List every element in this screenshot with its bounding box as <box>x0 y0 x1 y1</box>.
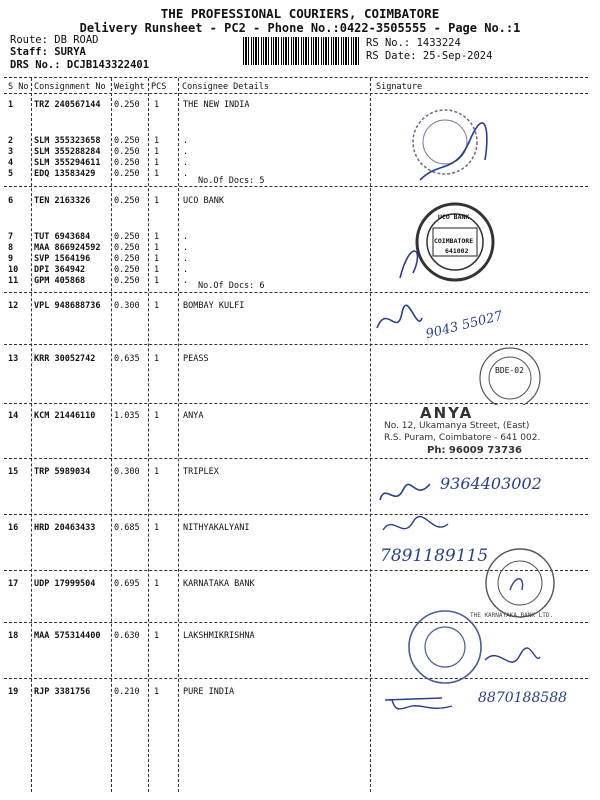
cell-pcs: 1 <box>154 232 160 242</box>
cell-sno: 18 <box>8 631 19 641</box>
cell-weight: 0.250 <box>114 158 140 168</box>
cell-sno: 15 <box>8 467 19 477</box>
stamp-lakshmikrishna <box>395 605 545 685</box>
cell-consignment: SVP 1564196 <box>34 254 91 264</box>
cell-consignee: LAKSHMIKRISHNA <box>183 631 255 641</box>
cell-consignment: GPM 405868 <box>34 276 86 286</box>
row-separator <box>4 292 588 293</box>
cell-consignment: TUT 6943684 <box>34 232 91 242</box>
cell-consignment: SLM 355288284 <box>34 147 101 157</box>
cell-sno: 17 <box>8 579 19 589</box>
cell-sno: 2 <box>8 136 14 146</box>
header-bottom-rule <box>4 93 588 94</box>
cell-sno: 19 <box>8 687 19 697</box>
company-title: THE PROFESSIONAL COURIERS, COIMBATORE <box>160 6 440 21</box>
cell-consignment: TRP 5989034 <box>34 467 91 477</box>
cell-consignment: TEN 2163326 <box>34 196 91 206</box>
cell-weight: 0.685 <box>114 523 140 533</box>
signature-nithyakalyani <box>378 512 468 542</box>
cell-consignment: VPL 948688736 <box>34 301 101 311</box>
cell-consignee: TRIPLEX <box>183 467 219 477</box>
cell-weight: 0.250 <box>114 254 140 264</box>
cell-weight: 0.250 <box>114 276 140 286</box>
cell-sno: 5 <box>8 169 14 179</box>
row-separator <box>4 514 588 515</box>
cell-consignment: EDQ 13583429 <box>34 169 96 179</box>
cell-consignment: SLM 355323658 <box>34 136 101 146</box>
stamp-anya-address: No. 12, Ukamanya Street, (East) <box>384 421 530 431</box>
cell-sno: 4 <box>8 158 14 168</box>
cell-consignment: UDP 17999504 <box>34 579 96 589</box>
cell-sno: 16 <box>8 523 19 533</box>
cell-sno: 12 <box>8 301 19 311</box>
cell-sno: 8 <box>8 243 14 253</box>
cell-weight: 0.210 <box>114 687 140 697</box>
handwritten-phone: 8870188588 <box>478 690 568 706</box>
cell-pcs: 1 <box>154 243 160 253</box>
handwritten-phone: 9364403002 <box>440 474 542 493</box>
cell-consignee: PEASS <box>183 354 209 364</box>
col-header-consignment: Consignment No <box>34 82 106 92</box>
cell-weight: 0.250 <box>114 243 140 253</box>
docs-count-note: No.Of Docs: 5 <box>198 176 265 186</box>
cell-consignment: MAA 575314400 <box>34 631 101 641</box>
cell-consignment: RJP 3381756 <box>34 687 91 697</box>
cell-pcs: 1 <box>154 301 160 311</box>
cell-weight: 1.035 <box>114 411 140 421</box>
col-header-pcs: PCS <box>151 82 167 92</box>
cell-consignee: . <box>183 136 189 146</box>
cell-sno: 3 <box>8 147 14 157</box>
cell-pcs: 1 <box>154 631 160 641</box>
docs-count-note: No.Of Docs: 6 <box>198 281 265 291</box>
cell-consignment: TRZ 240567144 <box>34 100 101 110</box>
stamp-anya-name: ANYA <box>420 404 474 422</box>
cell-pcs: 1 <box>154 100 160 110</box>
cell-weight: 0.250 <box>114 196 140 206</box>
signature-pure-india <box>382 688 472 718</box>
cell-consignee: . <box>183 265 189 275</box>
cell-consignee: PURE INDIA <box>183 687 235 697</box>
cell-pcs: 1 <box>154 158 160 168</box>
cell-pcs: 1 <box>154 579 160 589</box>
cell-weight: 0.250 <box>114 100 140 110</box>
cell-sno: 6 <box>8 196 14 206</box>
cell-weight: 0.250 <box>114 136 140 146</box>
stamp-uco-bank-name: UCO BANK <box>438 213 470 221</box>
cell-consignment: KRR 30052742 <box>34 354 96 364</box>
cell-weight: 0.635 <box>114 354 140 364</box>
cell-consignee: BOMBAY KULFI <box>183 301 245 311</box>
cell-consignee: NITHYAKALYANI <box>183 523 250 533</box>
col-header-sno: S No <box>8 82 29 92</box>
col-header-consignee: Consignee Details <box>182 82 269 92</box>
cell-consignee: . <box>183 158 189 168</box>
cell-consignee: . <box>183 232 189 242</box>
runsheet-subtitle: Delivery Runsheet - PC2 - Phone No.:0422-3505555 - Page No.:1 <box>79 21 521 35</box>
cell-consignee: KARNATAKA BANK <box>183 579 255 589</box>
cell-sno: 11 <box>8 276 19 286</box>
signature-triplex <box>375 472 445 512</box>
cell-consignee: . <box>183 169 189 179</box>
cell-weight: 0.630 <box>114 631 140 641</box>
cell-weight: 0.300 <box>114 467 140 477</box>
stamp-bde: BDE-02 <box>495 366 524 375</box>
cell-consignment: DPI 364942 <box>34 265 86 275</box>
cell-pcs: 1 <box>154 169 160 179</box>
cell-pcs: 1 <box>154 265 160 275</box>
cell-sno: 7 <box>8 232 14 242</box>
staff-label: Staff: SURYA <box>10 46 86 58</box>
cell-sno: 10 <box>8 265 19 275</box>
barcode <box>243 37 359 65</box>
cell-pcs: 1 <box>154 354 160 364</box>
cell-pcs: 1 <box>154 136 160 146</box>
cell-weight: 0.300 <box>114 301 140 311</box>
cell-consignee: ANYA <box>183 411 204 421</box>
cell-consignee: . <box>183 254 189 264</box>
stamp-karnataka-text: THE KARNATAKA BANK LTD. <box>470 612 554 619</box>
cell-consignment: SLM 355294611 <box>34 158 101 168</box>
cell-consignee: . <box>183 147 189 157</box>
handwritten-phone: 9043 55027 <box>424 308 505 343</box>
stamp-uco-pin: 641002 <box>445 247 469 255</box>
cell-pcs: 1 <box>154 254 160 264</box>
cell-sno: 9 <box>8 254 14 264</box>
cell-sno: 13 <box>8 354 19 364</box>
handwritten-phone: 7891189115 <box>380 546 489 566</box>
cell-consignee: . <box>183 243 189 253</box>
cell-consignment: KCM 21446110 <box>34 411 96 421</box>
stamp-anya-phone: Ph: 96009 73736 <box>427 445 522 456</box>
rs-number: RS No.: 1433224 <box>366 37 461 49</box>
cell-sno: 14 <box>8 411 19 421</box>
cell-weight: 0.250 <box>114 265 140 275</box>
cell-pcs: 1 <box>154 523 160 533</box>
cell-pcs: 1 <box>154 147 160 157</box>
route-label: Route: DB ROAD <box>10 34 99 46</box>
rs-date: RS Date: 25-Sep-2024 <box>366 50 493 62</box>
cell-consignee: . <box>183 276 189 286</box>
cell-pcs: 1 <box>154 411 160 421</box>
stamp-anya-address: R.S. Puram, Coimbatore - 641 002. <box>384 433 541 443</box>
col-header-signature: Signature <box>376 82 423 92</box>
cell-pcs: 1 <box>154 276 160 286</box>
stamp-uco-city: COIMBATORE <box>434 237 474 245</box>
cell-consignee: THE NEW INDIA <box>183 100 250 110</box>
row-separator <box>4 458 588 459</box>
stamp-new-india <box>400 100 500 190</box>
cell-pcs: 1 <box>154 687 160 697</box>
col-header-weight: Weight <box>114 82 145 92</box>
header-top-rule <box>4 77 588 78</box>
cell-consignment: HRD 20463433 <box>34 523 96 533</box>
drs-number: DRS No.: DCJB143322401 <box>10 59 150 71</box>
cell-pcs: 1 <box>154 196 160 206</box>
cell-sno: 1 <box>8 100 14 110</box>
cell-weight: 0.250 <box>114 232 140 242</box>
cell-consignment: MAA 866924592 <box>34 243 101 253</box>
row-separator <box>4 186 588 187</box>
cell-weight: 0.250 <box>114 169 140 179</box>
cell-pcs: 1 <box>154 467 160 477</box>
cell-weight: 0.250 <box>114 147 140 157</box>
cell-weight: 0.695 <box>114 579 140 589</box>
cell-consignee: UCO BANK <box>183 196 224 206</box>
